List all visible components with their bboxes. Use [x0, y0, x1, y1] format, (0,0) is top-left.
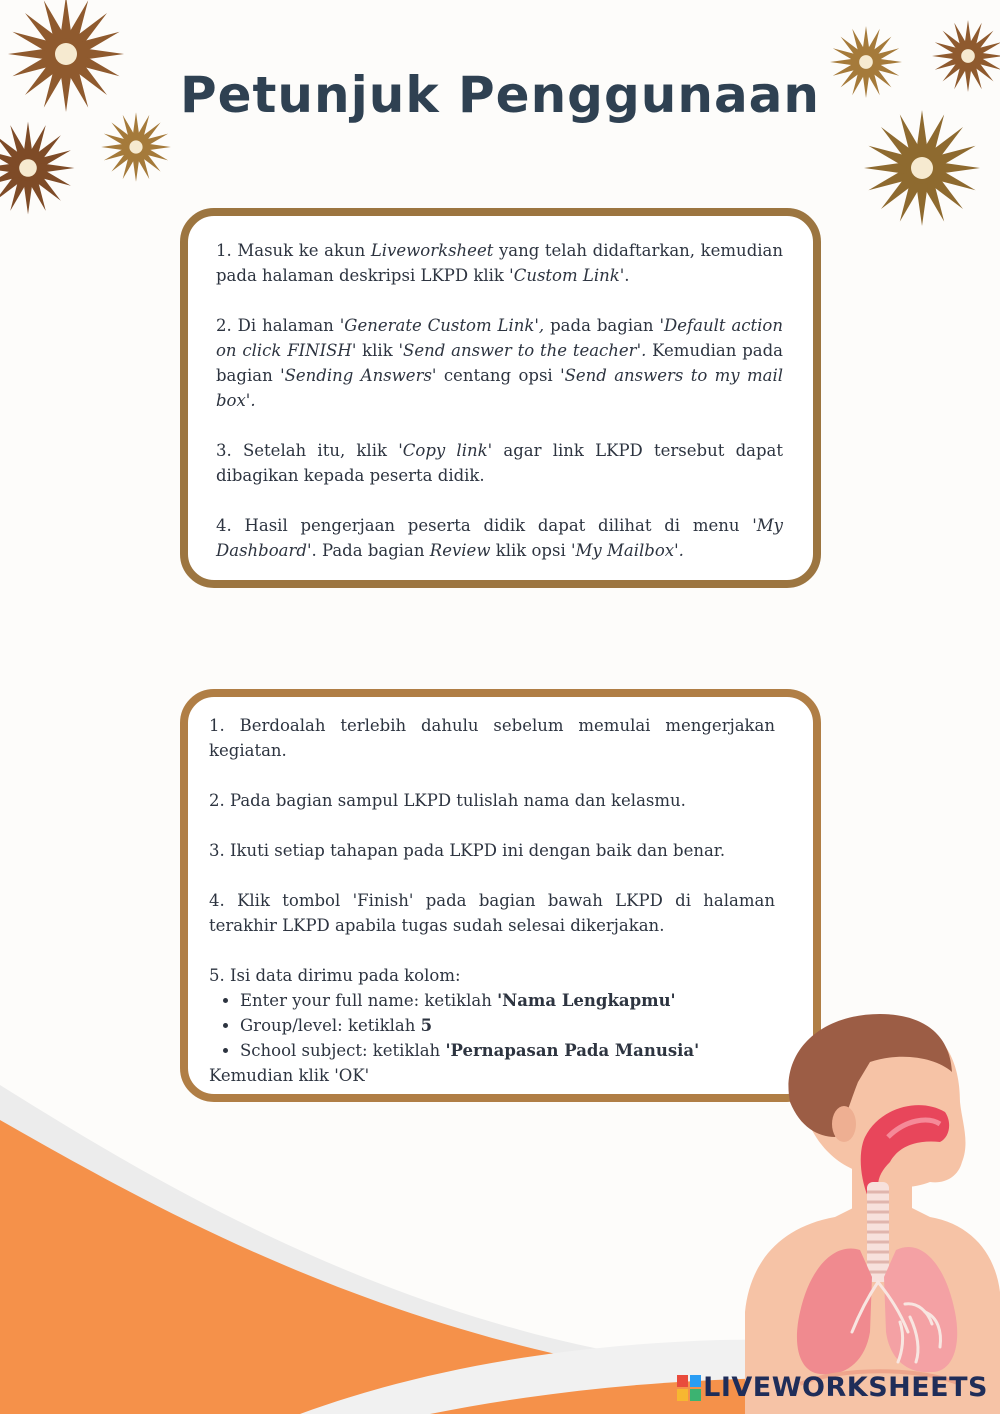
step-emphasis: 'Send answer to the teacher'.: [398, 341, 647, 360]
flower-icon: [864, 110, 980, 226]
teacher-instructions-card: [180, 208, 821, 588]
step-text: Di halaman: [231, 316, 340, 335]
step-text: pada bagian: [544, 316, 660, 335]
student-step: 1. Berdoalah terlebih dahulu sebelum memulai mengerjakan kegiatan.: [209, 716, 775, 760]
step-text: klik opsi: [490, 541, 571, 560]
student-step: 4. Klik tombol 'Finish' pada bagian bawah LKPD di halaman terakhir LKPD apabila tugas sudah selesai dikerjakan.: [209, 891, 775, 935]
respiratory-system-illustration: [740, 1012, 1000, 1414]
step-emphasis: Review: [429, 541, 491, 560]
step-number: 1.: [216, 241, 232, 260]
step-number: 2.: [216, 316, 232, 335]
step-number: 4.: [216, 516, 232, 535]
liveworksheets-logo-icon: [677, 1375, 701, 1401]
teacher-step: [216, 313, 783, 413]
teacher-step: [216, 513, 783, 563]
step-emphasis: 'My Mailbox'.: [570, 541, 684, 560]
step-number: 3.: [216, 441, 232, 460]
step-emphasis: 'Custom Link': [509, 266, 625, 285]
data-field-value: 5: [420, 1016, 433, 1035]
data-field-item: [240, 1038, 775, 1063]
step-text: agar link LKPD tersebut dapat dibagikan kepada peserta didik.: [216, 441, 784, 485]
teacher-step: [216, 438, 783, 488]
step-emphasis: 'Generate Custom Link',: [339, 316, 545, 335]
student-instructions-card: [180, 689, 821, 1102]
data-field-label: Enter your full name: ketiklah: [240, 991, 498, 1010]
step-emphasis: 'Send answers to my mail box'.: [216, 366, 784, 410]
student-step: 3. Ikuti setiap tahapan pada LKPD ini dengan baik dan benar.: [209, 841, 726, 860]
step-emphasis: Liveworksheet: [370, 241, 494, 260]
step-emphasis: 'Sending Answers': [280, 366, 437, 385]
step-emphasis: 'Default action on click FINISH': [216, 316, 783, 360]
step-text: Masuk ke akun: [231, 241, 371, 260]
data-field-label: Group/level: ketiklah: [240, 1016, 421, 1035]
step-text: Kemudian pada bagian: [216, 341, 783, 385]
step-text: . Pada bagian: [311, 541, 430, 560]
teacher-steps-list: [216, 238, 783, 563]
data-field-value: 'Nama Lengkapmu': [497, 991, 676, 1010]
data-field-item: [240, 988, 775, 1013]
step-emphasis: 'Copy link': [398, 441, 493, 460]
data-field-label: School subject: ketiklah: [240, 1041, 446, 1060]
step-text: Hasil pengerjaan peserta didik dapat dilihat di menu: [231, 516, 753, 535]
flower-icon: [0, 122, 74, 215]
step-text: .: [624, 266, 630, 285]
student-step: 5. Isi data dirimu pada kolom:: [209, 966, 461, 985]
data-field-item: [240, 1013, 775, 1038]
brand-name: LIVEWORKSHEETS: [703, 1372, 988, 1403]
step-text: centang opsi: [436, 366, 561, 385]
data-fields-list: [209, 988, 775, 1063]
step-text: Setelah itu, klik: [231, 441, 399, 460]
liveworksheets-logo: [677, 1372, 988, 1403]
data-field-value: 'Pernapasan Pada Manusia': [445, 1041, 700, 1060]
step-text: klik: [356, 341, 399, 360]
step-text: yang telah didaftarkan, kemudian pada halaman deskripsi LKPD klik: [216, 241, 783, 285]
closing-instruction: Kemudian klik 'OK': [209, 1066, 370, 1085]
student-step: 2. Pada bagian sampul LKPD tulislah nama dan kelasmu.: [209, 791, 686, 810]
step-emphasis: 'My Dashboard': [216, 516, 783, 560]
teacher-step: [216, 238, 783, 288]
page-title: Petunjuk Penggunaan: [179, 66, 821, 124]
